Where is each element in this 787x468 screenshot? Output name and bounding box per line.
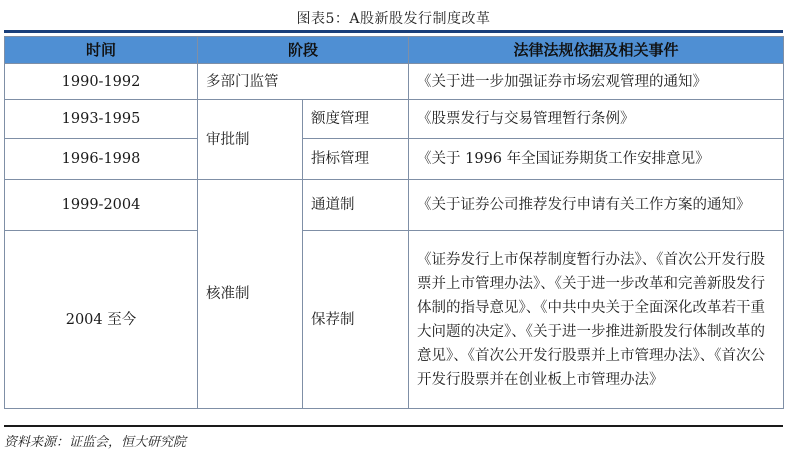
stage-cell: 多部门监管 (198, 64, 409, 100)
time-cell: 1990-1992 (5, 64, 198, 100)
substage-cell: 指标管理 (303, 139, 409, 180)
time-cell: 1996-1998 (5, 139, 198, 180)
header-stage: 阶段 (198, 37, 409, 64)
event-cell: 《关于进一步加强证券市场宏观管理的通知》 (409, 64, 784, 100)
time-cell: 1999-2004 (5, 180, 198, 231)
header-time: 时间 (5, 37, 198, 64)
group-cell-verification: 核准制 (198, 180, 303, 409)
table-row (5, 139, 784, 180)
header-law: 法律法规依据及相关事件 (409, 37, 784, 64)
event-cell: 《关于 1996 年全国证券期货工作安排意见》 (409, 139, 784, 180)
table-row (5, 231, 784, 409)
top-rule (4, 30, 783, 33)
source-note: 资料来源：证监会，恒大研究院 (4, 435, 187, 450)
substage-cell: 额度管理 (303, 100, 409, 139)
substage-cell: 保荐制 (303, 231, 409, 409)
group-cell-approval: 审批制 (198, 100, 303, 180)
table-row (5, 180, 784, 231)
substage-cell: 通道制 (303, 180, 409, 231)
table-row (5, 64, 784, 100)
event-cell: 《证券发行上市保荐制度暂行办法》、《首次公开发行股票并上市管理办法》、《关于进一步改革和完善新股发行体制的指导意见》、《中共中央关于全面深化改革若干重大问题的决定》、《关于进一步推进新股发行体制改革的意见》、《首次公开发行股票并上市管理办法》、《首次公开发行股票并在创业板上市管理办法》 (409, 231, 784, 409)
event-cell: 《股票发行与交易管理暂行条例》 (409, 100, 784, 139)
time-cell: 2004 至今 (5, 231, 198, 409)
header-row (5, 37, 784, 64)
reform-table (4, 36, 784, 409)
table-row (5, 100, 784, 139)
bottom-rule (4, 425, 783, 427)
event-cell: 《关于证券公司推荐发行申请有关工作方案的通知》 (409, 180, 784, 231)
time-cell: 1993-1995 (5, 100, 198, 139)
table-title: 图表5：A股新股发行制度改革 (296, 11, 491, 27)
